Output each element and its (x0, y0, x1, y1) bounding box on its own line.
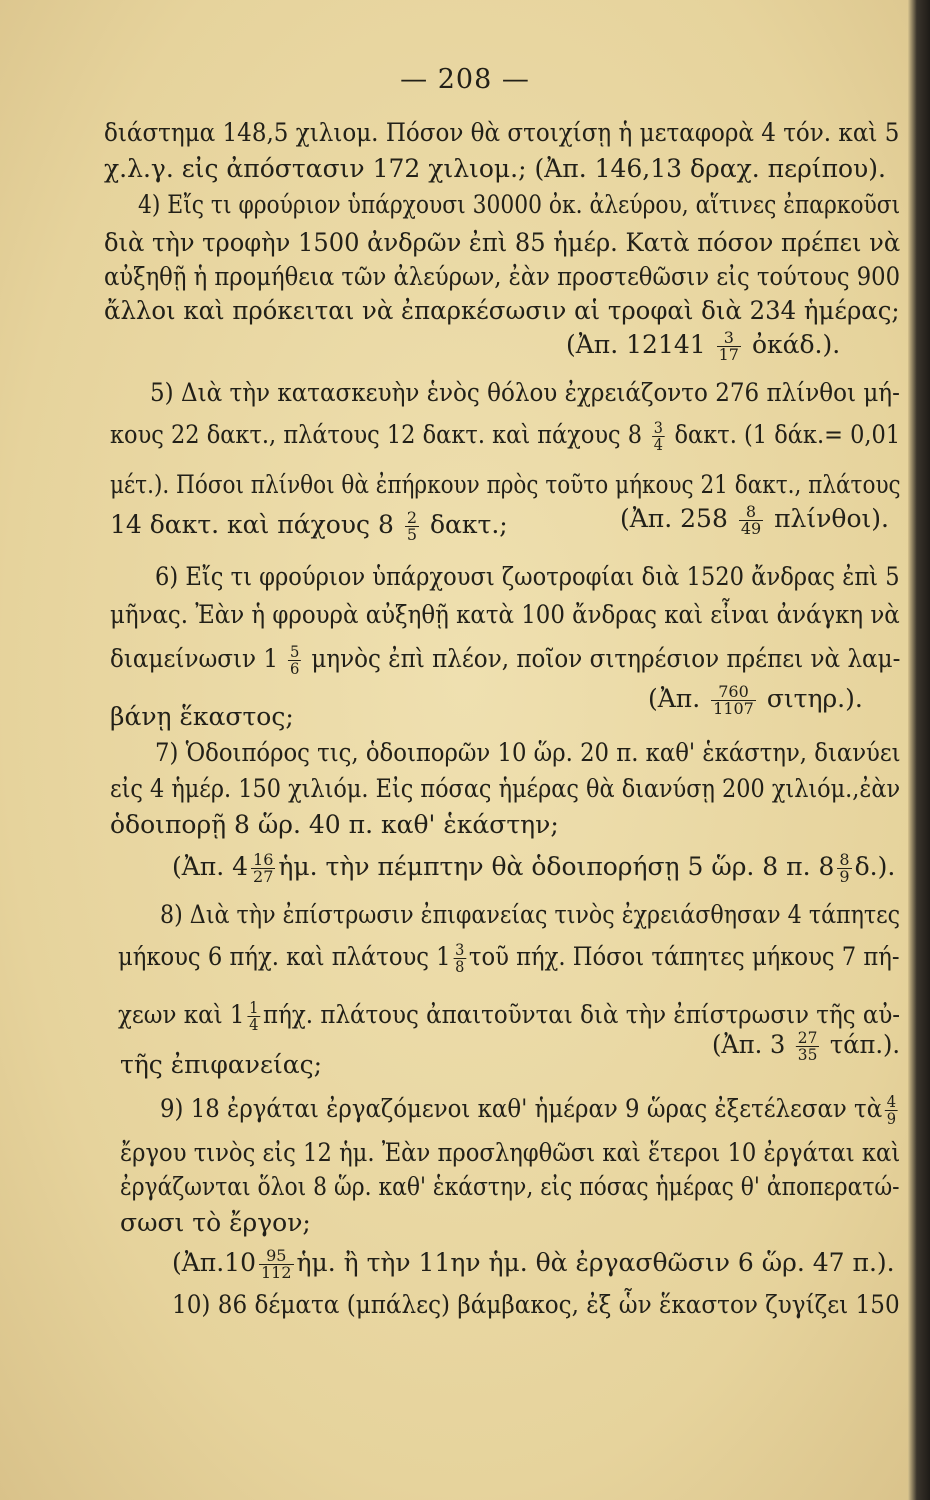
answer-text: δ.). (854, 852, 896, 881)
text-line: σωσι τὸ ἔργον; (120, 1208, 311, 1237)
answer-9 (172, 1248, 895, 1281)
fraction (796, 1030, 819, 1063)
denominator: 4 (653, 435, 663, 454)
text-segment: μηνὸς ἐπὶ πλέον, ποῖον σιτηρέσιον πρέπει νὰ λαμ- (311, 644, 901, 673)
fraction (885, 1094, 898, 1127)
answer-text: (Ἀπ. 1 (566, 330, 643, 359)
denominator: 35 (797, 1045, 818, 1064)
answer-text: (Ἀπ.10 (172, 1248, 256, 1277)
fraction (251, 852, 275, 885)
text-line: μέτ.). Πόσοι πλίνθοι θὰ ἐπήρκουν πρὸς τοῦτο μήκους 21 δακτ., πλάτους (110, 470, 901, 499)
text-segment: χεων καὶ 1 (118, 1000, 245, 1029)
answer-text: 2141 (642, 330, 706, 359)
text-line: 5) Διὰ τὴν κατασκευὴν ἑνὸς θόλου ἐχρειάζοντο 276 πλίνθοι μή- (150, 378, 900, 407)
answer-text: (Ἀπ. 3 (712, 1030, 786, 1059)
answer-text: (Ἀπ. (648, 684, 701, 713)
answer-text: τάπ.). (829, 1030, 901, 1059)
numerator: 3 (455, 940, 465, 959)
text-line: ὁδοιπορῇ 8 ὥρ. 40 π. καθ' ἑκάστην; (110, 810, 559, 839)
text-segment: δακτ. (1 δάκ.= 0,01 (674, 420, 901, 449)
fraction (711, 684, 756, 717)
denominator: 9 (886, 1109, 897, 1128)
text-line: διάστημα 148,5 χιλιομ. Πόσον θὰ στοιχίσῃ ἡ μεταφορὰ 4 τόν. καὶ 5 (104, 118, 900, 147)
fraction (259, 1248, 294, 1281)
fraction (652, 420, 665, 453)
fraction (739, 504, 763, 537)
text-line: βάνῃ ἕκαστος; (110, 702, 294, 731)
text-segment: μήκους 6 πήχ. καὶ πλάτους 1 (118, 942, 451, 971)
numerator: 3 (717, 330, 741, 347)
text-segment: 9) 18 ἐργάται ἐργαζόμενοι καθ' ἡμέραν 9 ὥρας ἐξετέλεσαν τὰ (160, 1094, 883, 1123)
numerator: 8 (839, 850, 850, 869)
fraction (405, 510, 419, 543)
text-line-with-fraction (110, 420, 900, 453)
denominator: 4 (249, 1015, 259, 1034)
text-line: αὐξηθῇ ἡ προμήθεια τῶν ἀλεύρων, ἐὰν προστεθῶσιν εἰς τούτους 900 (104, 262, 901, 291)
text-line: ἔργου τινὸς εἰς 12 ἡμ. Ἐὰν προσληφθῶσι καὶ ἕτεροι 10 ἐργάται καὶ (120, 1138, 901, 1167)
text-segment: τοῦ πήχ. Πόσοι τάπητες μήκους 7 πή- (468, 942, 900, 971)
numerator: 2 (406, 508, 418, 527)
text-line-with-fraction (118, 1000, 900, 1033)
answer-4 (566, 330, 840, 363)
denominator: 49 (740, 519, 762, 538)
numerator: 1 (249, 998, 259, 1017)
denominator: 8 (455, 957, 465, 976)
answer-8 (712, 1030, 900, 1063)
numerator: 27 (797, 1028, 818, 1047)
text-line-with-fraction (118, 942, 900, 975)
text-line: διὰ τὴν τροφὴν 1500 ἀνδρῶν ἐπὶ 85 ἡμέρ. Κατὰ πόσον πρέπει νὰ (104, 228, 901, 257)
text-line-with-fraction (110, 510, 508, 543)
text-line: 6) Εἴς τι φρούριον ὑπάρχουσι ζωοτροφίαι διὰ 1520 ἄνδρας ἐπὶ 5 (155, 562, 900, 591)
denominator: 5 (406, 525, 418, 544)
denominator: 17 (718, 345, 739, 364)
answer-text: (Ἀπ. 4 (172, 852, 249, 881)
answer-text: πλίνθοι). (774, 504, 890, 533)
text-segment: πήχ. πλάτους ἀπαιτοῦνται διὰ τὴν ἐπίστρωσιν τῆς αὐ- (263, 1000, 901, 1029)
denominator: 1107 (713, 699, 754, 718)
text-segment: δακτ.; (429, 510, 508, 539)
text-line-with-fraction (160, 1094, 901, 1127)
text-line: 7) Ὁδοιπόρος τις, ὁδοιπορῶν 10 ὥρ. 20 π. καθ' ἑκάστην, διανύει (155, 738, 901, 767)
numerator: 16 (253, 850, 274, 869)
text-line: ἐργάζωνται ὅλοι 8 ὥρ. καθ' ἑκάστην, εἰς πόσας ἡμέρας θ' ἀποπερατώ- (120, 1172, 900, 1201)
answer-text: ἡμ. τὴν πέμπτην θὰ ὁδοιπορήσῃ 5 ὥρ. 8 π. 8 (278, 852, 835, 881)
denominator: 27 (253, 867, 274, 886)
text-line: 4) Εἴς τι φρούριον ὑπάρχουσι 30000 ὀκ. ἀλεύρου, αἵτινες ἐπαρκοῦσι (138, 190, 901, 219)
fraction (717, 330, 741, 363)
answer-6 (648, 684, 863, 717)
text-line: ἄλλοι καὶ πρόκειται νὰ ἐπαρκέσωσιν αἱ τροφαὶ διὰ 234 ἡμέρας; (104, 296, 900, 325)
numerator: 5 (289, 642, 300, 661)
answer-text: (Ἀπ. 258 (620, 504, 728, 533)
answer-text: σιτηρ.). (766, 684, 863, 713)
numerator: 3 (653, 418, 663, 437)
text-line: χ.λ.γ. εἰς ἀπόστασιν 172 χιλιομ.; (Ἀπ. 146,13 δραχ. περίπου). (104, 154, 886, 183)
numerator: 95 (259, 1248, 294, 1265)
page-edge-shadow (908, 0, 930, 1500)
answer-text: ὀκάδ.). (751, 330, 841, 359)
numerator: 760 (711, 684, 756, 701)
fraction (837, 852, 851, 885)
denominator: 112 (261, 1263, 292, 1282)
fraction (288, 644, 301, 677)
text-line: τῆς ἐπιφανείας; (120, 1050, 323, 1079)
text-segment: 14 δακτ. καὶ πάχους 8 (110, 510, 394, 539)
denominator: 9 (839, 867, 850, 886)
text-segment: διαμείνωσιν 1 (110, 644, 279, 673)
text-line: εἰς 4 ἡμέρ. 150 χιλιόμ. Εἰς πόσας ἡμέρας θὰ διανύσῃ 200 χιλιόμ.,ἐὰν (110, 774, 901, 803)
page-number: — 208 — (400, 64, 530, 95)
text-segment: κους 22 δακτ., πλάτους 12 δακτ. καὶ πάχους 8 (110, 420, 643, 449)
text-line: 10) 86 δέματα (μπάλες) βάμβακος, ἐξ ὧν ἕκαστον ζυγίζει 150 (172, 1290, 900, 1319)
text-line: 8) Διὰ τὴν ἐπίστρωσιν ἐπιφανείας τινὸς ἐχρειάσθησαν 4 τάπητες (160, 900, 901, 929)
numerator: 4 (886, 1092, 897, 1111)
answer-text: ἡμ. ἢ τὴν 11ην ἡμ. θὰ ἐργασθῶσιν 6 ὥρ. 47 π.). (296, 1248, 895, 1277)
denominator: 6 (289, 659, 300, 678)
text-line-with-fraction (110, 644, 900, 677)
answer-7 (172, 852, 895, 885)
answer-5 (620, 504, 889, 537)
text-line: μῆνας. Ἐὰν ἡ φρουρὰ αὐξηθῇ κατὰ 100 ἄνδρας καὶ εἶναι ἀνάγκη νὰ (110, 600, 900, 629)
fraction (247, 1000, 260, 1033)
numerator: 8 (739, 504, 763, 521)
fraction (453, 942, 466, 975)
